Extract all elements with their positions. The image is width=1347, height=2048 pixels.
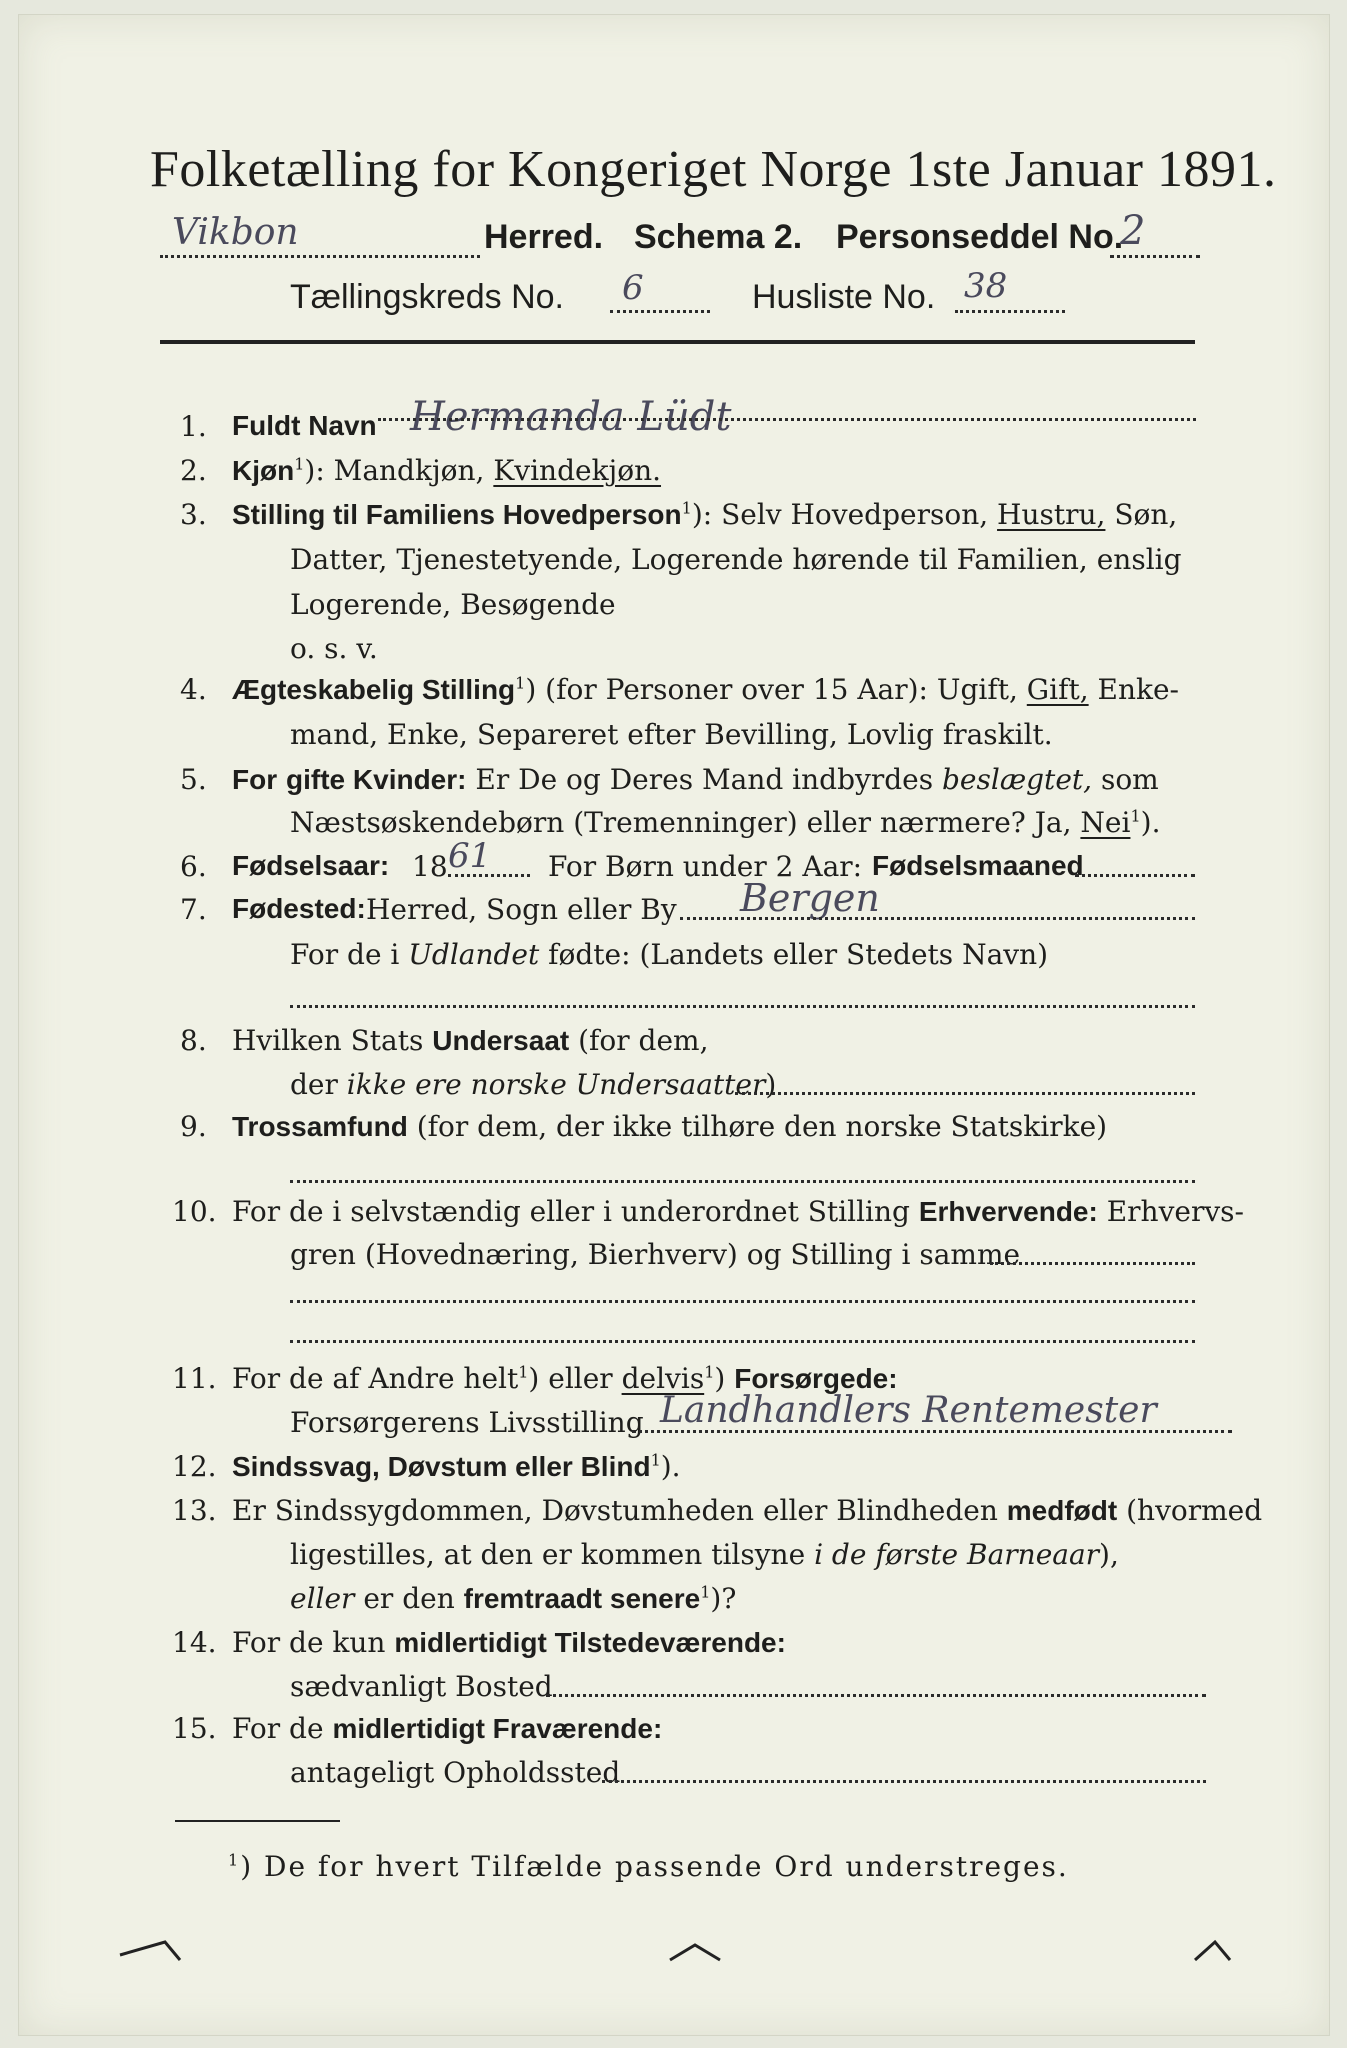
item-number: 8. <box>180 1024 207 1057</box>
related-text: Er De og Deres Mand indbyrdes <box>475 763 934 796</box>
disability-end: ). <box>660 1450 681 1483</box>
nationality-text: Hvilken Stats <box>232 1024 424 1057</box>
related-text-b: som <box>1100 763 1159 796</box>
foreign-birth-line <box>290 938 1048 971</box>
item-number: 7. <box>180 893 207 926</box>
related-label-b: gifte Kvinder: <box>286 764 467 795</box>
personseddel-dots <box>1110 255 1200 258</box>
relation-selected: Hustru, <box>997 498 1106 531</box>
herred-value: Vikbon <box>172 212 299 253</box>
congenital-italic: i de første Barneaar <box>814 1538 1100 1571</box>
nationality-line-1 <box>232 1024 709 1057</box>
item-number: 15. <box>172 1712 217 1745</box>
congenital-text-b: (hvormed <box>1126 1494 1263 1527</box>
foreign-italic: Udlandet <box>408 938 540 971</box>
birthplace-label: Fødested: <box>232 893 366 924</box>
occupation-label: Erhvervende: <box>918 1196 1098 1227</box>
support-text: For de af Andre helt <box>232 1362 519 1395</box>
husliste-label: Husliste No. <box>752 278 936 316</box>
congenital-c: er den <box>363 1582 455 1615</box>
form-title: Folketælling for Kongeriget Norge 1ste Januar 1891. <box>150 141 1277 198</box>
relation-line-1 <box>232 498 1177 531</box>
foreign-b: fødte: (Landets eller Stedets Navn) <box>548 938 1049 971</box>
nationality-b: ) <box>765 1068 777 1101</box>
congenital-label: medfødt <box>1006 1495 1118 1526</box>
congenital-b: ), <box>1099 1538 1119 1571</box>
footnote-ref: 1 <box>704 1362 715 1382</box>
relation-options-b: Søn, <box>1114 498 1178 531</box>
item-number: 9. <box>180 1110 207 1143</box>
related-end: ). <box>1140 806 1161 839</box>
relation-line-3: Logerende, Besøgende <box>290 588 616 621</box>
schema-label: Schema 2. <box>634 218 803 256</box>
footnote-ref: 1 <box>681 498 692 518</box>
occupation-dots-1 <box>990 1262 1195 1265</box>
nationality-italic: ikke ere norske Undersaatter <box>346 1068 766 1101</box>
occupation-text-b: Erhvervs- <box>1106 1195 1245 1228</box>
occupation-dots-3 <box>290 1340 1195 1343</box>
foreign-a: For de i <box>290 938 400 971</box>
footnote-mark: 1 <box>228 1850 241 1870</box>
item-number: 12. <box>172 1450 217 1483</box>
birthyear-dots <box>448 874 530 877</box>
provider-dots <box>632 1430 1232 1433</box>
congenital-a: ligestilles, at den er kommen tilsyne <box>290 1538 806 1571</box>
item-number: 3. <box>180 498 207 531</box>
birthplace-text: Herred, Sogn eller By <box>366 893 677 926</box>
birthyear-value: 61 <box>448 836 492 876</box>
footnote-rule <box>175 1820 340 1822</box>
birthplace-dots <box>680 917 1195 920</box>
occupation-dots-2 <box>290 1300 1195 1303</box>
marital-options: ) (for Personer over 15 Aar): Ugift, <box>525 673 1018 706</box>
item-number: 5. <box>180 763 207 796</box>
birthyear-prefix: 18 <box>412 850 448 883</box>
footnote-ref: 1 <box>515 673 526 693</box>
support-selected: delvis <box>621 1362 705 1395</box>
occupation-text: For de i selvstændig eller i underordnet Stilling <box>232 1195 910 1228</box>
marital-line-2: mand, Enke, Separeret efter Bevilling, Lovlig fraskilt. <box>290 718 1053 751</box>
temp-absent-text: For de <box>232 1712 324 1745</box>
birthmonth-text: For Børn under 2 Aar: <box>548 850 863 883</box>
congenital-end: )? <box>710 1582 737 1615</box>
nationality-a: der <box>290 1068 338 1101</box>
relation-options: ): Selv Hovedperson, <box>691 498 989 531</box>
disability-label: Sindssvag, Døvstum eller Blind <box>232 1451 651 1482</box>
occupation-line-1 <box>232 1195 1244 1228</box>
temp-present-line <box>232 1626 786 1659</box>
birthmonth-label: Fødselsmaaned <box>872 850 1084 881</box>
congenital-line-1 <box>232 1494 1262 1527</box>
provider-label: Forsørgerens Livsstilling <box>290 1406 644 1439</box>
support-label: Forsørgede: <box>734 1363 898 1394</box>
foreign-dots <box>290 1005 1195 1008</box>
marital-selected: Gift, <box>1026 673 1089 706</box>
footnote-ref: 1 <box>700 1582 711 1602</box>
relation-line-4: o. s. v. <box>290 632 378 665</box>
kreds-dots <box>610 310 710 313</box>
congenital-or: eller <box>290 1582 355 1615</box>
related-label-a: For <box>232 764 278 795</box>
congenital-line-3 <box>290 1582 736 1615</box>
temp-absent-line <box>232 1712 662 1745</box>
nationality-line-2 <box>290 1068 776 1101</box>
sex-line <box>232 454 661 487</box>
sex-options: ): Mandkjøn, <box>304 454 485 487</box>
congenital-line-2 <box>290 1538 1119 1571</box>
kreds-label: Tællingskreds No. <box>290 278 564 316</box>
item-number: 10. <box>172 1195 217 1228</box>
support-text-c: ) <box>714 1362 726 1395</box>
marital-line-1 <box>232 673 1179 706</box>
nationality-text-b: (for dem, <box>578 1024 709 1057</box>
related-italic: beslægtet, <box>942 763 1093 796</box>
footnote-ref: 1 <box>650 1450 661 1470</box>
related-question: Næstsøskendebørn (Tremenninger) eller nærmere? Ja, <box>290 806 1072 839</box>
religion-dots <box>290 1180 1195 1183</box>
husliste-dots <box>955 310 1065 313</box>
personseddel-value: 2 <box>1120 208 1146 254</box>
sex-label: Kjøn <box>232 455 295 486</box>
kreds-value: 6 <box>622 268 644 308</box>
item-number: 13. <box>172 1494 217 1527</box>
relation-line-2: Datter, Tjenestetyende, Logerende hørende til Familien, enslig <box>290 543 1182 576</box>
birthplace-value: Bergen <box>740 876 880 920</box>
item-number: 1. <box>180 410 207 443</box>
usual-residence-dots <box>546 1694 1206 1697</box>
sex-selected: Kvindekjøn. <box>493 454 662 487</box>
support-text-b: ) eller <box>528 1362 613 1395</box>
marital-label: Ægteskabelig Stilling <box>232 674 516 705</box>
temp-absent-label: midlertidigt Fraværende: <box>332 1713 663 1744</box>
name-label: Fuldt Navn <box>232 410 377 441</box>
footnote-ref: 1 <box>1130 806 1141 826</box>
name-dots <box>378 418 1196 421</box>
birthmonth-dots <box>1075 874 1195 877</box>
occupation-line-2: gren (Hovednæring, Bierhverv) og Stilling i samme <box>290 1238 1021 1271</box>
birthyear-label: Fødselsaar: <box>232 850 390 881</box>
religion-line <box>232 1110 1107 1143</box>
footnote-ref: 1 <box>294 454 305 474</box>
congenital-text: Er Sindssygdommen, Døvstumheden eller Blindheden <box>232 1494 998 1527</box>
nationality-label: Undersaat <box>432 1025 570 1056</box>
religion-label: Trossamfund <box>232 1111 408 1142</box>
religion-text: (for dem, der ikke tilhøre den norske Statskirke) <box>416 1110 1108 1143</box>
registration-marks <box>110 1920 1250 1980</box>
probable-residence-dots <box>602 1780 1206 1783</box>
related-line-1 <box>232 763 1159 796</box>
provider-value: Landhandlers Rentemester <box>660 1390 1157 1431</box>
name-value: Hermanda Lüdt <box>410 394 732 440</box>
disability-line <box>232 1450 681 1483</box>
item-number: 6. <box>180 850 207 883</box>
related-selected: Nei <box>1080 806 1131 839</box>
later-label: fremtraadt senere <box>463 1583 701 1614</box>
footnote-ref: 1 <box>518 1362 529 1382</box>
footnote <box>228 1850 1069 1883</box>
temp-present-text: For de kun <box>232 1626 386 1659</box>
marital-options-b: Enke- <box>1097 673 1180 706</box>
relation-label: Stilling til Familiens Hovedperson <box>232 499 682 530</box>
footnote-text: ) De for hvert Tilfælde passende Ord understreges. <box>240 1850 1069 1883</box>
herred-label: Herred. <box>484 218 604 256</box>
item-number: 2. <box>180 454 207 487</box>
probable-residence-label: antageligt Opholdssted <box>290 1756 621 1789</box>
husliste-value: 38 <box>964 266 1008 306</box>
item-number: 11. <box>172 1362 217 1395</box>
header-rule <box>160 340 1195 344</box>
herred-dots <box>160 255 480 258</box>
item-number: 14. <box>172 1626 217 1659</box>
related-line-2 <box>290 806 1160 839</box>
usual-residence-label: sædvanligt Bosted <box>290 1670 553 1703</box>
nationality-dots <box>735 1092 1195 1095</box>
item-number: 4. <box>180 673 207 706</box>
temp-present-label: midlertidigt Tilstedeværende: <box>394 1627 786 1658</box>
personseddel-label: Personseddel No. <box>836 218 1124 256</box>
